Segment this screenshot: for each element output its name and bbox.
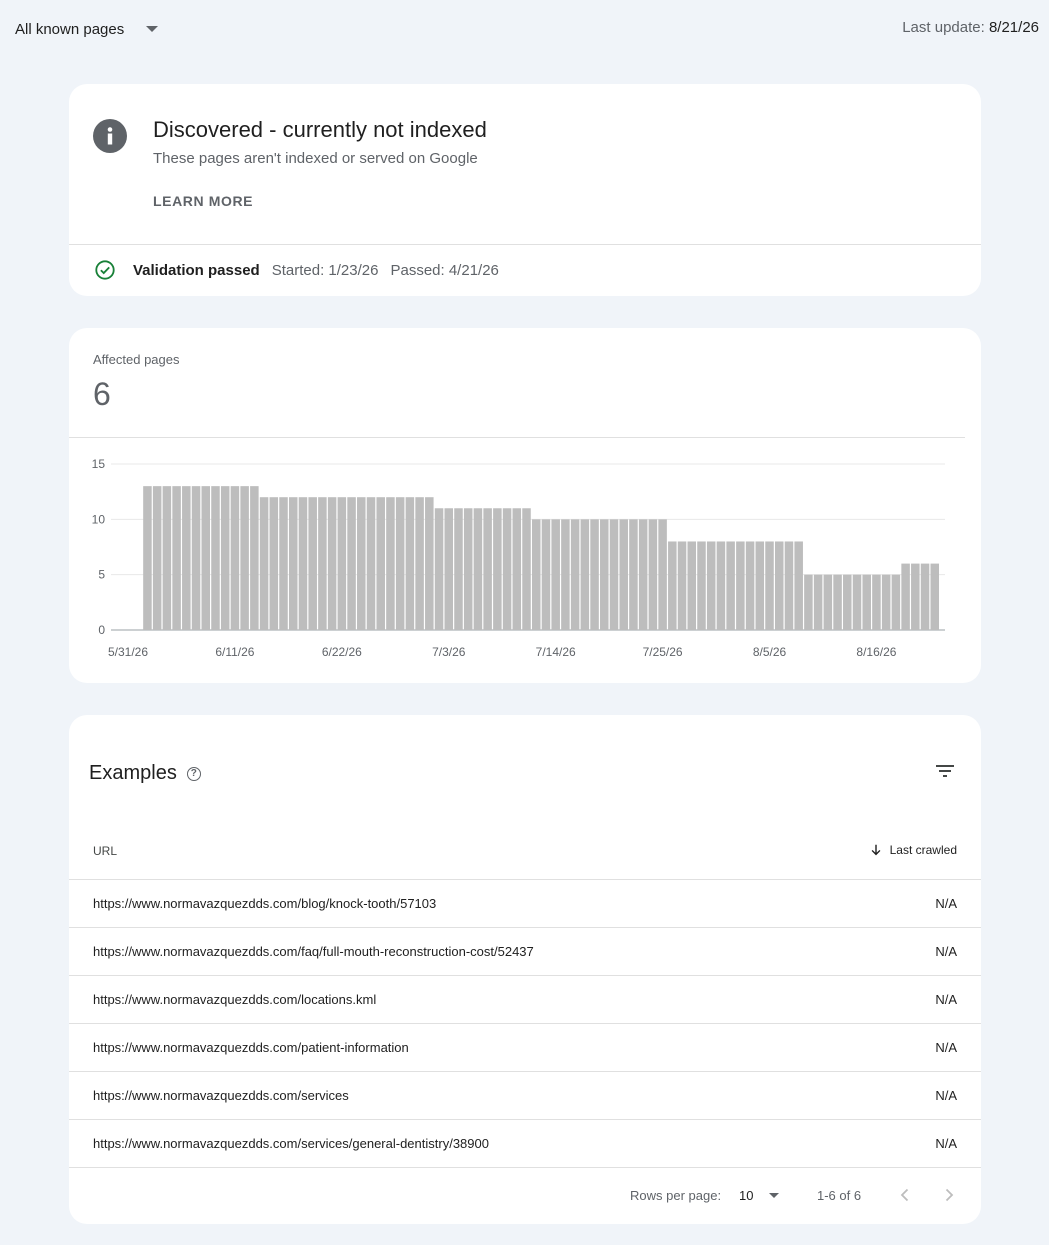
column-header-last-crawled[interactable]	[869, 843, 957, 857]
chart-bar[interactable]	[561, 519, 570, 630]
filter-icon[interactable]	[933, 759, 957, 783]
chart-bar[interactable]	[279, 497, 288, 630]
validation-status-label: Validation passed	[133, 261, 260, 279]
chart-bar[interactable]	[513, 508, 522, 630]
chart-bar[interactable]	[503, 508, 512, 630]
chart-bar[interactable]	[794, 541, 803, 630]
chart-bar[interactable]	[299, 497, 308, 630]
y-tick-label: 0	[98, 623, 105, 637]
chart-bar[interactable]	[678, 541, 687, 630]
y-tick-label: 15	[91, 457, 105, 471]
page-scope-label: All known pages	[15, 20, 125, 38]
chart-bar[interactable]	[289, 497, 298, 630]
chart-bar[interactable]	[756, 541, 765, 630]
chart-bar[interactable]	[804, 575, 813, 630]
chart-bar[interactable]	[639, 519, 648, 630]
validation-status	[94, 260, 511, 280]
chart-bar[interactable]	[921, 564, 930, 630]
chart-bar[interactable]	[308, 497, 317, 630]
chart-bar[interactable]	[260, 497, 269, 630]
chart-bar[interactable]	[590, 519, 599, 630]
chart-bar[interactable]	[415, 497, 424, 630]
chart-bar[interactable]	[318, 497, 327, 630]
divider	[69, 244, 981, 245]
x-tick-label: 8/5/26	[752, 645, 787, 659]
table-body	[69, 880, 981, 1168]
chart-bar[interactable]	[746, 541, 755, 630]
chart-bar[interactable]	[571, 519, 580, 630]
chart-bar[interactable]	[775, 541, 784, 630]
status-card	[69, 84, 981, 296]
help-icon[interactable]: ?	[187, 767, 201, 781]
column-header-url[interactable]: URL	[93, 844, 118, 858]
last-update-label: Last update:	[902, 19, 985, 36]
chart-bar[interactable]	[153, 486, 162, 630]
examples-card	[69, 715, 981, 1224]
chart-bar[interactable]	[367, 497, 376, 630]
chart-bar[interactable]	[464, 508, 473, 630]
x-tick-label: 7/14/26	[535, 645, 576, 659]
top-bar	[0, 0, 1049, 56]
chevron-right-icon[interactable]	[939, 1185, 959, 1205]
dropdown-caret-icon	[146, 26, 158, 32]
chart-bar[interactable]	[231, 486, 240, 630]
chart-bar[interactable]	[347, 497, 356, 630]
x-tick-label: 8/16/26	[856, 645, 897, 659]
table-row[interactable]	[69, 1024, 981, 1072]
x-tick-label: 6/22/26	[321, 645, 362, 659]
chart-bar[interactable]	[211, 486, 220, 630]
status-title: Discovered - currently not indexed	[153, 117, 487, 142]
row-url: https://www.normavazquezdds.com/blog/knock-tooth/57103	[93, 896, 437, 911]
chart-bar[interactable]	[872, 575, 881, 630]
x-tick-label: 7/25/26	[642, 645, 683, 659]
chart-bar[interactable]	[425, 497, 434, 630]
chart-bar[interactable]	[824, 575, 833, 630]
chart-bar[interactable]	[736, 541, 745, 630]
chart-bar[interactable]	[649, 519, 658, 630]
chart-bar[interactable]	[610, 519, 619, 630]
validation-passed: Passed: 4/21/26	[390, 261, 499, 279]
table-row[interactable]	[69, 1072, 981, 1120]
chart-bar[interactable]	[785, 541, 794, 630]
row-last-crawled: N/A	[935, 992, 957, 1007]
examples-title-text: Examples	[89, 762, 177, 784]
row-last-crawled: N/A	[935, 1136, 957, 1151]
y-tick-label: 5	[98, 567, 105, 582]
info-icon	[93, 119, 127, 153]
chart-bar[interactable]	[240, 486, 249, 630]
chart-bar[interactable]	[202, 486, 211, 630]
last-crawled-label: Last crawled	[889, 843, 957, 857]
chart-bar[interactable]	[454, 508, 463, 630]
arrow-down-icon	[869, 843, 883, 857]
x-tick-label: 5/31/26	[107, 645, 149, 659]
rows-per-page-value: 10	[739, 1188, 754, 1203]
chart-bar[interactable]	[882, 575, 891, 630]
row-url: https://www.normavazquezdds.com/faq/full-mouth-reconstruction-cost/52437	[93, 944, 534, 959]
chart-bar[interactable]	[843, 575, 852, 630]
chart-bar[interactable]	[328, 497, 337, 630]
chevron-left-icon[interactable]	[895, 1185, 915, 1205]
chart-bar[interactable]	[853, 575, 862, 630]
chart-bar[interactable]	[901, 564, 910, 630]
row-url: https://www.normavazquezdds.com/patient-information	[93, 1040, 409, 1055]
chart-bar[interactable]	[221, 486, 230, 630]
chart-bar[interactable]	[406, 497, 415, 630]
chart-bar[interactable]	[532, 519, 541, 630]
chart-bar[interactable]	[688, 541, 697, 630]
chart-bar[interactable]	[668, 541, 677, 630]
chart-bar[interactable]	[192, 486, 201, 630]
row-url: https://www.normavazquezdds.com/services/general-dentistry/38900	[93, 1136, 489, 1151]
chart-bar[interactable]	[542, 519, 551, 630]
row-last-crawled: N/A	[935, 944, 957, 959]
chart-bar[interactable]	[619, 519, 628, 630]
chart-bar[interactable]	[445, 508, 454, 630]
chart-bar[interactable]	[163, 486, 172, 630]
last-update-value: 8/21/26	[988, 19, 1039, 36]
chart-bar[interactable]	[717, 541, 726, 630]
chart-bar[interactable]	[765, 541, 774, 630]
chart-bar[interactable]	[172, 486, 181, 630]
learn-more-button[interactable]: LEARN MORE	[153, 193, 254, 209]
chart-bar[interactable]	[658, 519, 667, 630]
row-last-crawled: N/A	[935, 1040, 957, 1055]
chart-bar[interactable]	[250, 486, 259, 630]
validation-started: Started: 1/23/26	[271, 261, 379, 279]
chart-bar[interactable]	[814, 575, 823, 630]
chart-bar[interactable]	[376, 497, 385, 630]
table-row[interactable]	[69, 1120, 981, 1168]
chart-bar[interactable]	[483, 508, 492, 630]
check-circle-icon	[94, 259, 116, 281]
chart-bar[interactable]	[338, 497, 347, 630]
examples-title	[89, 762, 201, 785]
row-last-crawled: N/A	[935, 1088, 957, 1103]
chart-bar[interactable]	[143, 486, 152, 630]
x-tick-label: 6/11/26	[215, 645, 255, 659]
chart-bar[interactable]	[270, 497, 279, 630]
row-url: https://www.normavazquezdds.com/services	[93, 1088, 349, 1103]
x-tick-label: 7/3/26	[432, 645, 466, 659]
rows-per-page-label: Rows per page:	[630, 1188, 722, 1203]
affected-pages-card	[69, 328, 981, 683]
row-last-crawled: N/A	[935, 896, 957, 911]
table-row[interactable]	[69, 928, 981, 976]
chart-bar[interactable]	[600, 519, 609, 630]
chart-bar[interactable]	[707, 541, 716, 630]
table-row[interactable]	[69, 976, 981, 1024]
chart-bar[interactable]	[726, 541, 735, 630]
page-range: 1-6 of 6	[817, 1188, 862, 1203]
page-scope-dropdown[interactable]	[15, 18, 158, 40]
chart-bar[interactable]	[357, 497, 366, 630]
chart-bar[interactable]	[435, 508, 444, 630]
chart-bar[interactable]	[396, 497, 405, 630]
affected-pages-label: Affected pages	[93, 352, 180, 367]
table-header	[69, 835, 981, 880]
rows-per-page-select[interactable]	[739, 1188, 779, 1203]
y-tick-label: 10	[91, 512, 105, 527]
chart-bar[interactable]	[833, 575, 842, 630]
affected-pages-value: 6	[93, 376, 111, 412]
chart-bar[interactable]	[862, 575, 871, 630]
chart-bar[interactable]	[182, 486, 191, 630]
affected-pages-chart	[69, 328, 981, 683]
dropdown-caret-icon	[769, 1193, 779, 1198]
chart-bar[interactable]	[629, 519, 638, 630]
chart-bar[interactable]	[892, 575, 901, 630]
chart-bar[interactable]	[386, 497, 395, 630]
table-row[interactable]	[69, 880, 981, 928]
chart-bar[interactable]	[551, 519, 560, 630]
last-update	[902, 19, 1039, 36]
chart-bar[interactable]	[697, 541, 706, 630]
chart-bar[interactable]	[474, 508, 483, 630]
chart-bar[interactable]	[911, 564, 920, 630]
chart-bar[interactable]	[522, 508, 531, 630]
row-url: https://www.normavazquezdds.com/locations.kml	[93, 992, 377, 1007]
chart-bar[interactable]	[581, 519, 590, 630]
chart-bar[interactable]	[493, 508, 502, 630]
chart-bar[interactable]	[931, 564, 940, 630]
pagination	[69, 1180, 981, 1210]
status-subtitle: These pages aren't indexed or served on Google	[153, 150, 478, 167]
